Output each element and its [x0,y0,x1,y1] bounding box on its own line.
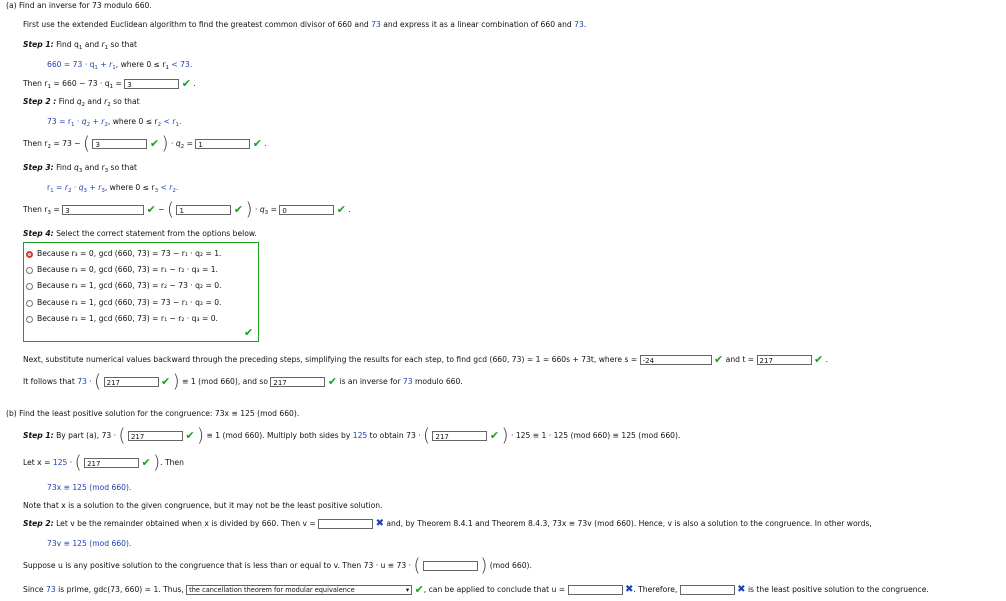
cross-icon: ✖ [375,518,384,529]
inverse-input[interactable]: 217 [104,377,159,387]
note-line: Note that x is a solution to the given congruence, but it may not be the least positive solution. [23,501,383,510]
step2-equation: $73 = r_1 \cdot q_2 + r_2$, where $0 \le r_2 < r_1$. [47,117,182,128]
option-4[interactable]: Because r₃ = 1, gcd (660, 73) = 73 − r₁ · q₂ = 0. [26,297,221,309]
step1-heading: Step 1: Find $q_1$ and $r_1$ so that [23,40,137,51]
check-icon: ✔ [161,375,171,388]
since-line: Since 73 is prime, gdc(73, 660) = 1. Thus, the cancellation theorem for modular equivalence ▾ ✔, can be applied to conclude that u = ✖. Therefore, ✖ is the least positive solution to the congruence. [23,583,929,596]
chevron-down-icon: ▾ [405,586,410,594]
let-x-input[interactable]: 217 [84,458,139,468]
suppose-line: Suppose u is any positive solution to the congruence that is less than or equal to v. Then 73 · u ≡ 73 · ( ) (mod 660). [23,555,532,576]
check-icon: ✔ [141,456,151,469]
cross-icon: ✖ [737,584,746,595]
r1-input[interactable]: 3 [92,139,147,149]
check-icon: ✔ [327,375,338,388]
t-input[interactable]: 217 [757,355,812,365]
check-icon: ✔ [233,203,244,216]
check-icon: ✔ [252,137,262,150]
step3-then: Then $r_3 = 3$ ✔ − ( 1 ✔ ) · $q_3 = 0$ ✔ . [23,199,351,220]
q2-input[interactable]: 1 [195,139,250,149]
step4-heading: Step 4: Select the correct statement from the options below. [23,229,257,238]
radio-icon[interactable] [26,283,33,290]
check-icon: ✔ [146,203,156,216]
option-3[interactable]: Because r₃ = 1, gcd (660, 73) = r₂ − 73 · q₂ = 0. [26,280,221,292]
u-input[interactable] [568,585,623,595]
inverse-result-input[interactable]: 217 [270,377,325,387]
step3-heading: Step 3: Find $q_3$ and $r_3$ so that [23,163,137,174]
part-a-header: (a) Find an inverse for 73 modulo 660. [6,1,152,10]
part-b-inverse-input[interactable]: 217 [128,431,183,441]
option-2[interactable]: Because r₃ = 0, gcd (660, 73) = r₁ − r₂ · q₃ = 1. [26,264,218,276]
check-icon: ✔ [244,326,254,339]
part-b-header: (b) Find the least positive solution for the congruence: 73x ≡ 125 (mod 660). [6,409,300,418]
check-icon: ✔ [181,77,191,90]
part-a-intro: First use the extended Euclidean algorithm to find the greatest common divisor of 660 and 73 and express it as a linear combination of 660 and 73. [23,20,587,29]
suppose-input[interactable] [423,561,478,571]
option-5[interactable]: Because r₃ = 1, gcd (660, 73) = r₁ − r₂ · q₃ = 0. [26,313,218,325]
step2-heading: Step 2 : Find $q_2$ and $r_2$ so that [23,97,140,108]
part-b-inverse-input-2[interactable]: 217 [432,431,487,441]
congruence-v: 73v ≡ 125 (mod 660). [47,539,132,548]
congruence-x: 73x ≡ 125 (mod 660). [47,483,132,492]
option-1[interactable]: Because r₃ = 0, gcd (660, 73) = 73 − r₁ · q₂ = 1. [26,248,221,260]
step1-then: Then $r_1 = 660 - 73 \cdot q_1 = 3$ ✔ . [23,77,196,90]
radio-icon[interactable] [26,267,33,274]
check-icon: ✔ [714,353,724,366]
q3-input[interactable]: 0 [279,205,334,215]
check-icon: ✔ [149,137,160,150]
backward-substitution: Next, substitute numerical values backward through the preceding steps, simplifying the results for each step, to find gcd (660, 73) = 1 = 660s + 73t, where s = -24 ✔ and t = 217 ✔ . [23,353,829,366]
step3-equation: $r_1 = r_2 \cdot q_3 + r_3$, where $0 \le r_3 < r_2$. [47,183,179,194]
r1-value-input[interactable]: 3 [62,205,144,215]
s-input[interactable]: -24 [640,355,712,365]
follows-line: It follows that 73 · ( 217 ✔ ) ≡ 1 (mod 660), and so 217 ✔ is an inverse for 73 modulo 660. [23,371,463,392]
check-icon: ✔ [489,429,500,442]
let-x-line: Let x = 125 · ( 217 ✔ ). Then [23,452,184,473]
q1-input[interactable]: 3 [124,79,179,89]
check-icon: ✔ [813,353,824,366]
check-icon: ✔ [336,203,346,216]
radio-icon[interactable] [26,300,33,307]
part-b-step1: Step 1: By part (a), 73 · ( 217 ✔ ) ≡ 1 (mod 660). Multiply both sides by 125 to obtain 73 · ( 217 ✔ ) · 125 ≡ 1 · 125 (mod 660) ≡ 125 (mod 660). [23,425,681,446]
cross-icon: ✖ [624,584,634,595]
radio-selected-icon[interactable] [26,251,33,258]
check-icon: ✔ [414,583,424,596]
check-icon: ✔ [185,429,195,442]
radio-icon[interactable] [26,316,33,323]
least-solution-input[interactable] [680,585,735,595]
v-input[interactable] [318,519,373,529]
r2-value-input[interactable]: 1 [176,205,231,215]
step1-equation: $660 = 73 \cdot q_1 + r_1$, where $0 \le r_1 < 73$. [47,60,193,71]
theorem-select[interactable]: the cancellation theorem for modular equivalence ▾ [186,585,412,595]
step2-then: Then $r_2 = 73$ − ( 3 ✔ ) · $q_2 = 1$ ✔ . [23,133,267,154]
part-b-step2: Step 2: Let v be the remainder obtained when x is divided by 660. Then v = ✖ and, by Theorem 8.4.1 and Theorem 8.4.3, 73x ≡ 73v (mod 660). Hence, v is also a solution to the congruence. In other words, [23,518,872,529]
